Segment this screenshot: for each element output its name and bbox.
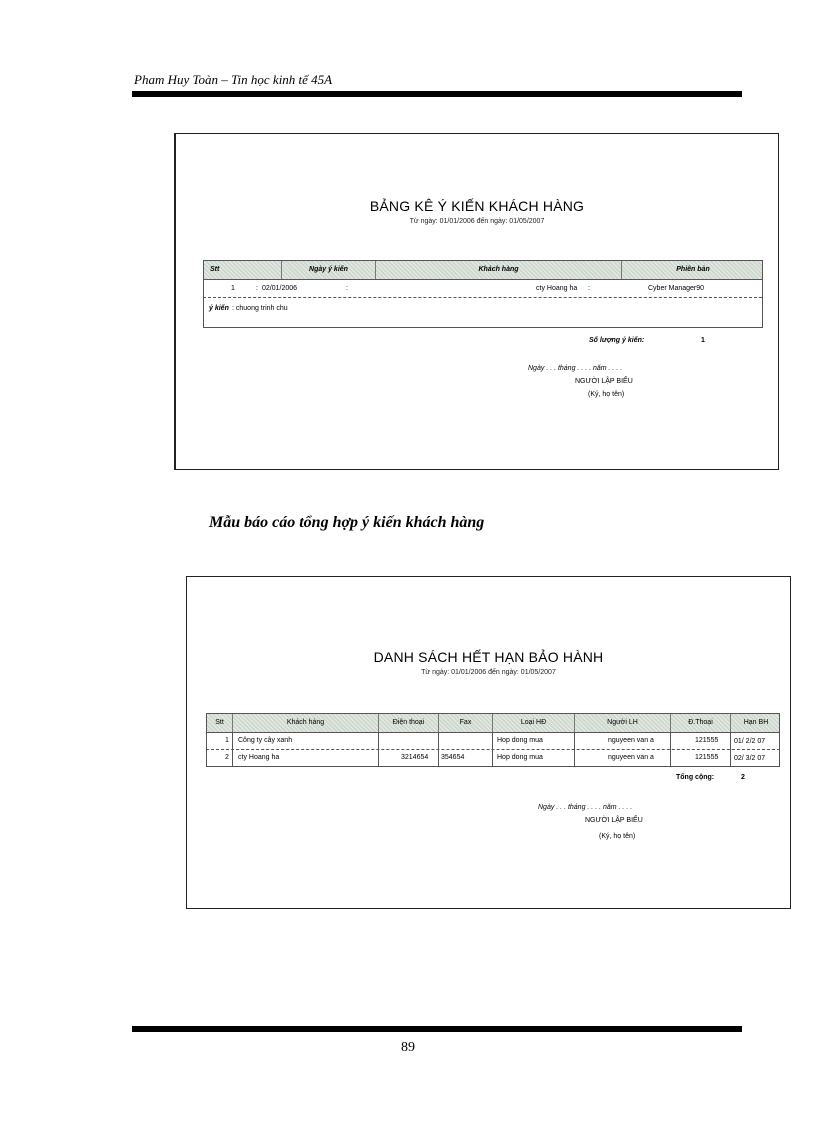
opinion-label: ý kiến bbox=[209, 305, 229, 312]
row1-expiry: 01/ 2/2 07 bbox=[734, 738, 766, 745]
total-value: 2 bbox=[741, 774, 745, 781]
row2-customer: cty Hoang ha bbox=[238, 754, 280, 761]
figure-caption: Mẫu báo cáo tổng hợp ý kiến khách hàng bbox=[209, 514, 485, 531]
row1-stt: 1 bbox=[225, 737, 229, 744]
opinion-text: : chuong trinh chu bbox=[232, 305, 288, 312]
count-value: 1 bbox=[701, 337, 705, 344]
total-label: Tổng cộng: bbox=[676, 774, 715, 781]
col-fax: Fax bbox=[439, 714, 493, 732]
report-customer-opinions: BẢNG KÊ Ý KIẾN KHÁCH HÀNG Từ ngày: 01/01/2006 đến ngày: 01/05/2007 Stt Ngày ý kiến Khách hàng Phiên bản 1 : 02/01/2006 : cty Hoang ha : Cyber Manager90 ý kiến : chuong trinh chu Số lượng ý kiến: 1 Ngày . . . tháng . . . . năm . . . . NGƯỜI LẬP BIỂU (Ký, họ tên) bbox=[174, 133, 779, 470]
report2-subtitle: Từ ngày: 01/01/2006 đến ngày: 01/05/2007 bbox=[421, 669, 556, 676]
col-date: Ngày ý kiến bbox=[282, 261, 376, 279]
sign-date: Ngày . . . tháng . . . . năm . . . . bbox=[528, 365, 623, 372]
row2-expiry: 02/ 3/2 07 bbox=[734, 755, 766, 762]
signer: NGƯỜI LẬP BIỂU bbox=[585, 817, 643, 824]
row1-contact: nguyeen van a bbox=[608, 737, 654, 744]
col-expiry: Hạn BH bbox=[743, 719, 769, 726]
col-contact: Người LH bbox=[575, 714, 671, 732]
report1-subtitle: Từ ngày: 01/01/2006 đến ngày: 01/05/2007 bbox=[409, 218, 545, 225]
sign-note: (Ký, họ tên) bbox=[599, 833, 636, 840]
col-customer: Khách hàng bbox=[376, 261, 622, 279]
row2-tel: 121555 bbox=[695, 754, 719, 761]
row1-contract: Hop dong mua bbox=[497, 737, 543, 744]
row-date: 02/01/2006 bbox=[262, 285, 298, 292]
report2-title: DANH SÁCH HẾT HẠN BẢO HÀNH bbox=[373, 649, 604, 665]
col-contract: Loại HĐ bbox=[493, 714, 575, 732]
sign-note: (Ký, họ tên) bbox=[588, 391, 625, 398]
report1-table-header bbox=[203, 260, 763, 280]
row2-contact: nguyeen van a bbox=[608, 754, 654, 761]
report-warranty-expiry bbox=[186, 576, 791, 909]
col-tel: Đ.Thoại bbox=[671, 714, 731, 732]
count-label: Số lượng ý kiến: bbox=[589, 337, 645, 344]
row-version: Cyber Manager90 bbox=[648, 285, 705, 292]
report1-title: BẢNG KÊ Ý KIẾN KHÁCH HÀNG bbox=[369, 198, 585, 214]
col-customer: Khách hàng bbox=[233, 714, 379, 732]
signer: NGƯỜI LẬP BIỂU bbox=[575, 378, 633, 385]
row2-contract: Hop dong mua bbox=[497, 754, 543, 761]
row2-phone: 3214654 bbox=[401, 754, 429, 761]
row1-customer: Công ty cây xanh bbox=[238, 737, 293, 744]
page-header: Pham Huy Toàn – Tin học kinh tế 45A bbox=[134, 72, 333, 87]
col-stt: Stt bbox=[207, 714, 233, 732]
footer-rule bbox=[132, 1026, 742, 1032]
page-number: 89 bbox=[401, 1040, 415, 1055]
row2-stt: 2 bbox=[225, 754, 229, 761]
row-customer: cty Hoang ha bbox=[536, 285, 578, 292]
row1-tel: 121555 bbox=[695, 737, 719, 744]
report2-table-header bbox=[206, 713, 780, 733]
col-stt: Stt bbox=[204, 261, 282, 279]
col-phone: Điện thoại bbox=[379, 714, 439, 732]
header-rule bbox=[132, 91, 742, 97]
row-stt: 1 bbox=[231, 285, 235, 292]
row2-fax: 354654 bbox=[441, 754, 465, 761]
sign-date: Ngày . . . tháng . . . . năm . . . . bbox=[538, 804, 633, 811]
col-version: Phiên bản bbox=[676, 266, 710, 273]
